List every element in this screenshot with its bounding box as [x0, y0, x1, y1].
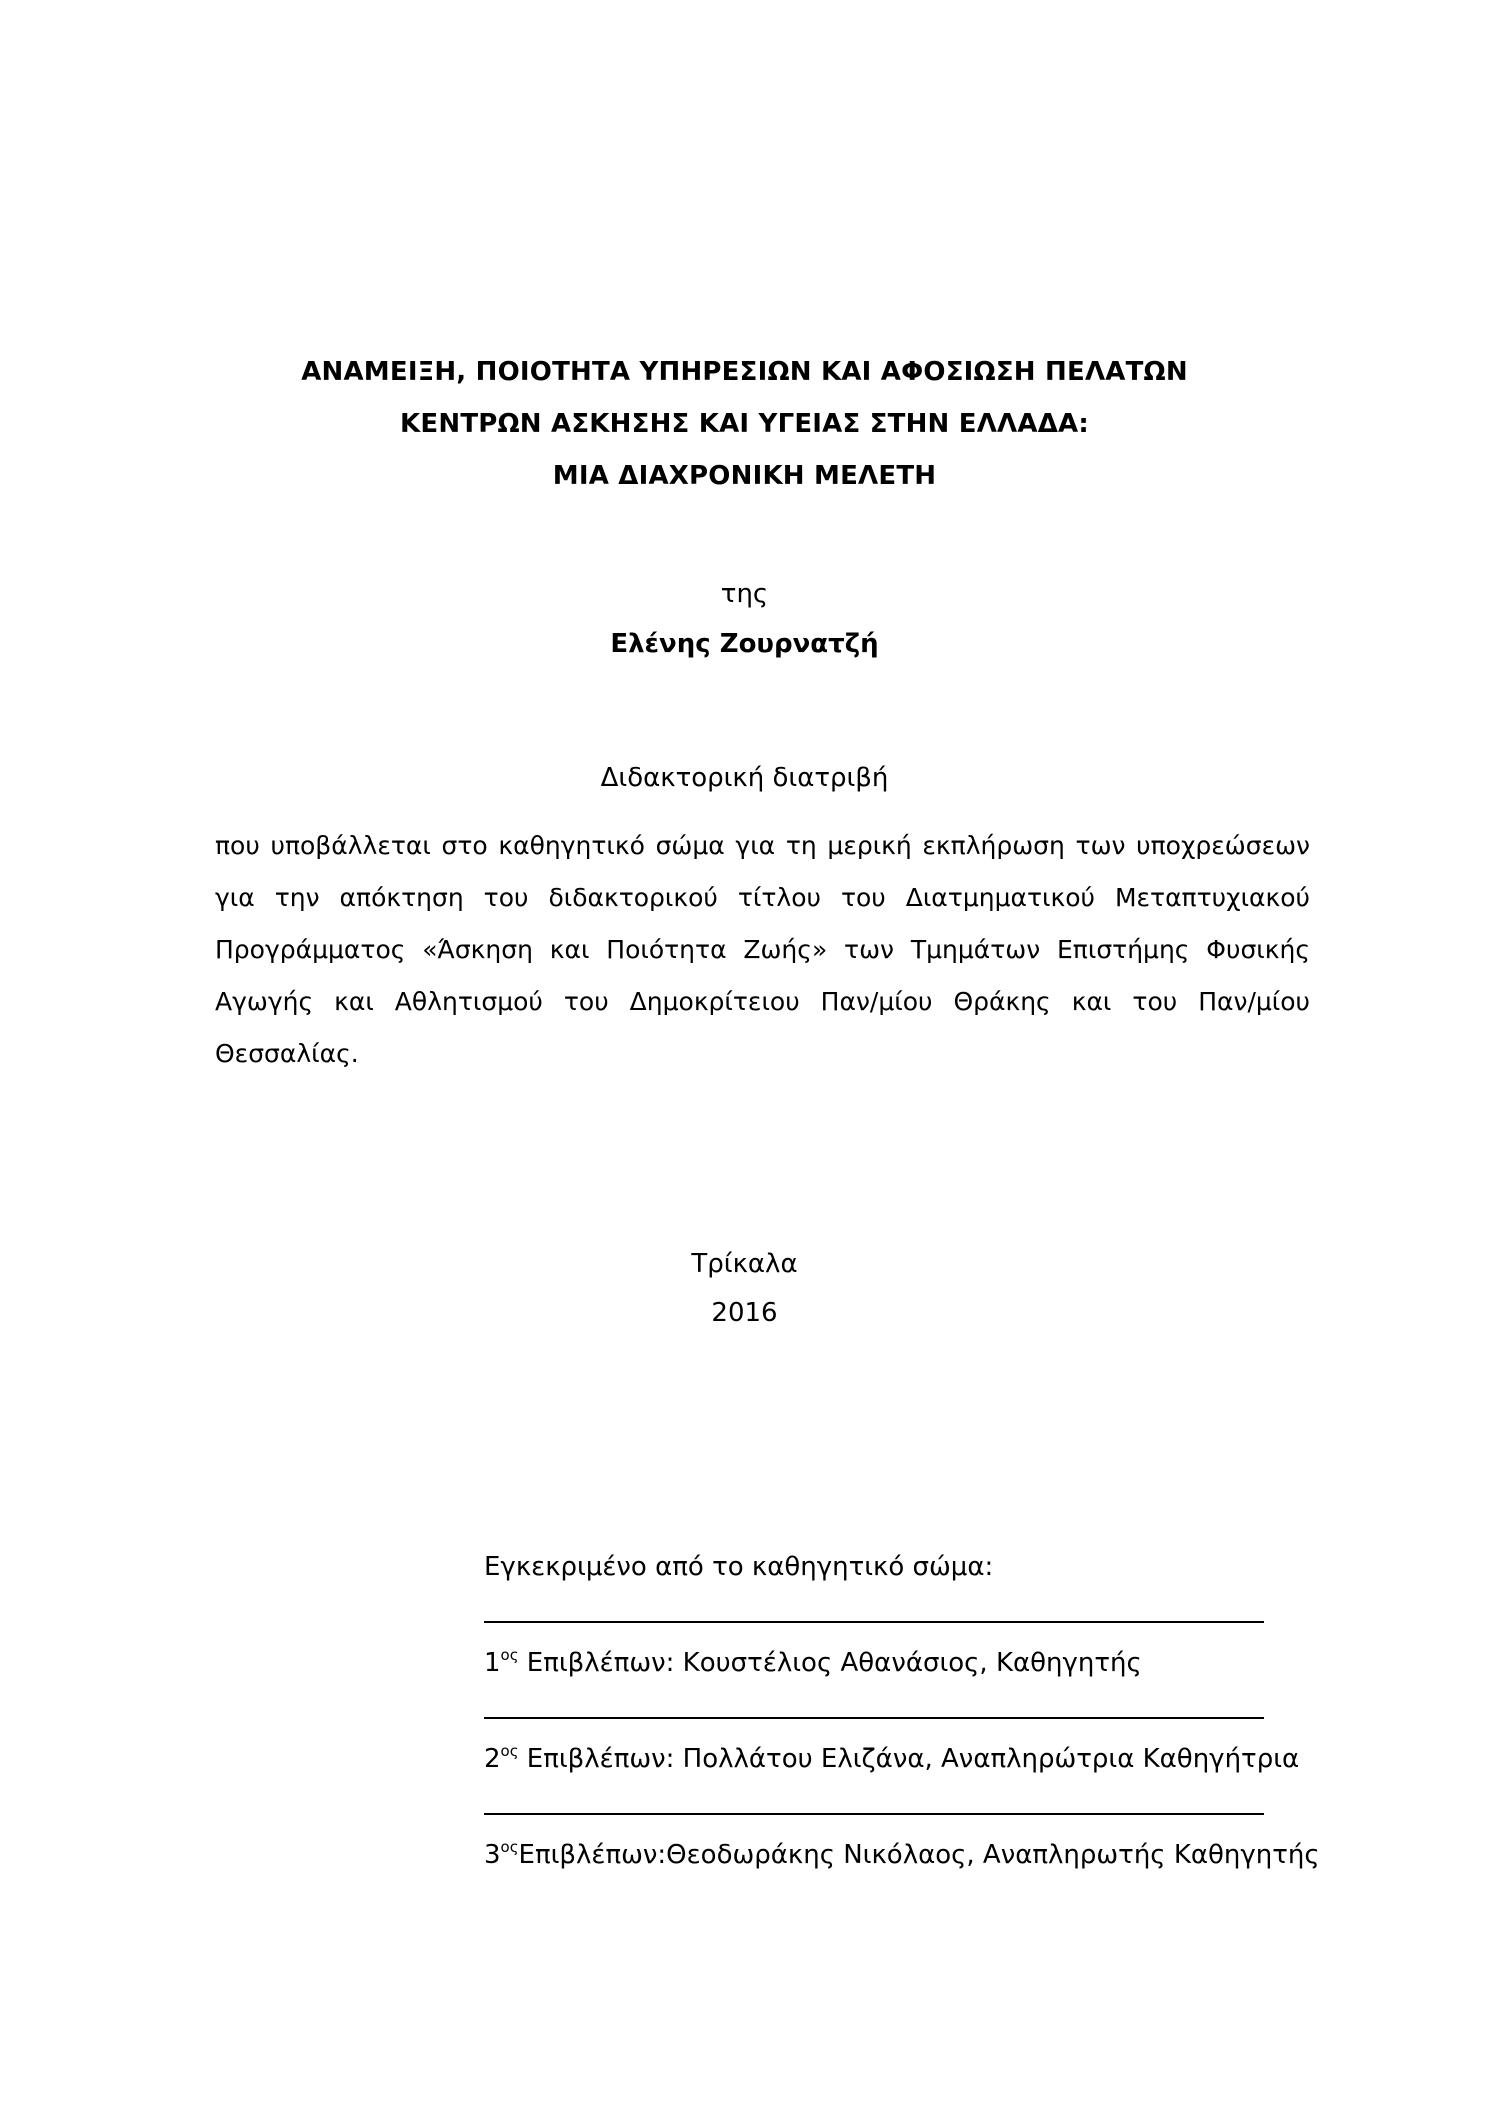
signature-line-3 — [484, 1783, 1274, 1831]
author-preposition: της — [720, 579, 769, 609]
supervisor-3 — [484, 1831, 1320, 1879]
year: 2016 — [711, 1298, 778, 1328]
supervisor-2 — [484, 1735, 1300, 1783]
thesis-title — [0, 346, 1489, 502]
supervisor-1-ordinal: ος — [500, 1646, 519, 1664]
signature-line-1 — [484, 1591, 1274, 1639]
supervisor-1-text: Επιβλέπων: Κουστέλιος Αθανάσιος, Καθηγητής — [518, 1648, 1142, 1678]
thesis-type: Διδακτορική διατριβή — [600, 763, 889, 793]
title-line-1: ΑΝΑΜΕΙΞΗ, ΠΟΙΟΤΗΤΑ ΥΠΗΡΕΣΙΩΝ ΚΑΙ ΑΦΟΣΙΩΣΗ ΠΕΛΑΤΩΝ — [301, 357, 1188, 387]
supervisor-1 — [484, 1639, 1274, 1687]
supervisor-2-number: 2 — [484, 1744, 501, 1774]
signature-line-2 — [484, 1687, 1274, 1735]
supervisor-3-number: 3 — [484, 1840, 501, 1870]
supervisor-2-ordinal: ος — [500, 1742, 519, 1760]
supervisor-1-number: 1 — [484, 1648, 501, 1678]
title-line-2: ΚΕΝΤΡΩΝ ΑΣΚΗΣΗΣ ΚΑΙ ΥΓΕΙΑΣ ΣΤΗΝ ΕΛΛΑΔΑ: — [400, 409, 1089, 439]
approval-heading: Εγκεκριμένο από το καθηγητικό σώμα: — [484, 1552, 994, 1582]
author-name: Ελένης Ζουρνατζή — [610, 629, 879, 659]
supervisor-2-text: Επιβλέπων: Πολλάτου Ελιζάνα, Αναπληρώτρια Καθηγήτρια — [518, 1744, 1300, 1774]
supervisor-3-text: Επιβλέπων:Θεοδωράκης Νικόλαος, Αναπληρωτής Καθηγητής — [518, 1840, 1320, 1870]
thesis-description: που υποβάλλεται στο καθηγητικό σώμα για τη μερική εκπλήρωση των υποχρεώσεων για την απόκτηση του διδακτορικού τίτλου του Διατμηματικού Μεταπτυχιακού Προγράμματος «Άσκηση και Ποιότητα Ζωής» των Τμημάτων Επιστήμης Φυσικής Αγωγής και Αθλητισμού του Δημοκρίτειου Παν/μίου Θράκης και του Παν/μίου Θεσσαλίας. — [215, 831, 1310, 1068]
title-line-3: ΜΙΑ ΔΙΑΧΡΟΝΙΚΗ ΜΕΛΕΤΗ — [552, 461, 937, 491]
approval-block — [484, 1543, 1320, 1879]
place: Τρίκαλα — [691, 1249, 798, 1279]
supervisor-3-ordinal: ος — [500, 1838, 519, 1856]
